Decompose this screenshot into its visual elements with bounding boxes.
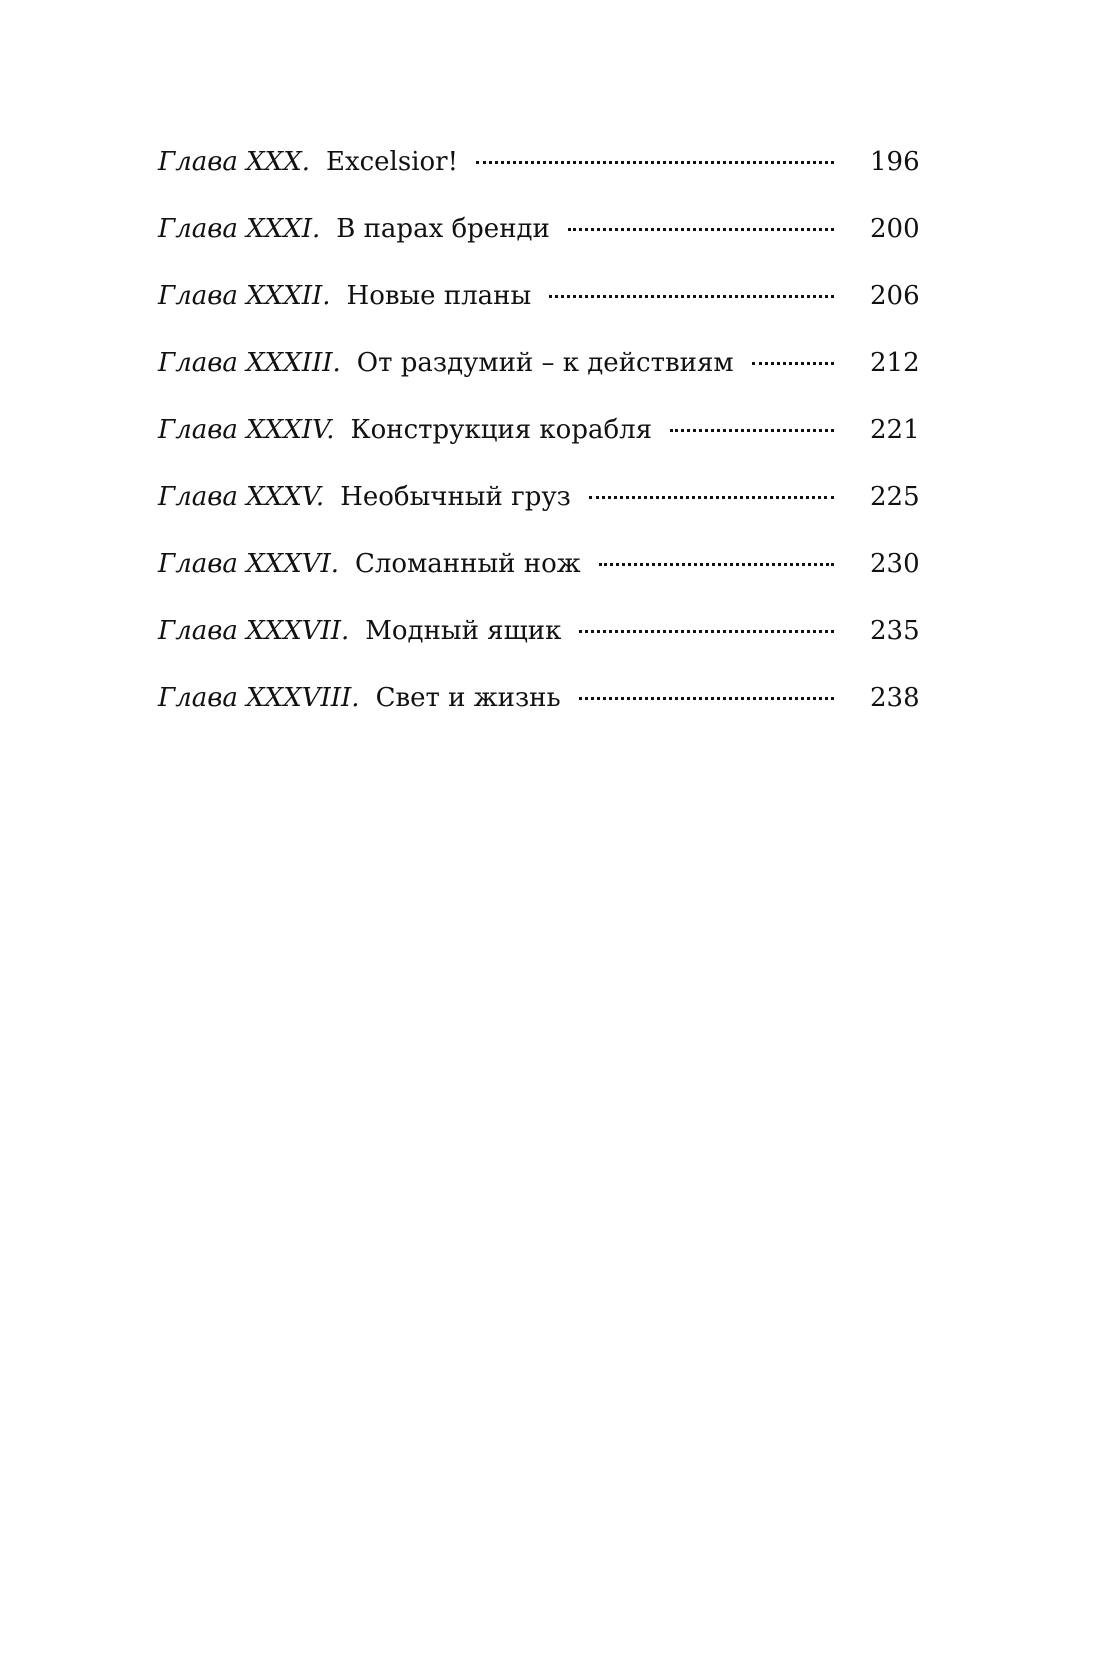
page-number: 196 — [870, 147, 920, 177]
chapter-title: Сломанный нож — [355, 549, 581, 579]
chapter-number: Глава XXX. — [158, 147, 310, 177]
chapter-title: Excelsior! — [325, 147, 459, 177]
toc-entry — [158, 410, 918, 477]
dot-leader — [476, 161, 834, 164]
toc-entry — [158, 544, 918, 611]
page-number: 212 — [870, 348, 920, 378]
chapter-title: Новые планы — [346, 281, 532, 311]
chapter-title: Конструкция корабля — [350, 415, 653, 445]
chapter-number: Глава XXXIV. — [158, 415, 335, 445]
page-number: 225 — [870, 482, 920, 512]
toc-entry — [158, 678, 918, 745]
dot-leader — [579, 697, 834, 700]
page-number: 238 — [870, 683, 920, 713]
chapter-number: Глава XXXV. — [158, 482, 325, 512]
chapter-number: Глава XXXII. — [158, 281, 331, 311]
toc-entry — [158, 276, 918, 343]
page-number: 235 — [870, 616, 920, 646]
page-number: 200 — [870, 214, 920, 244]
toc-entry — [158, 477, 918, 544]
chapter-number: Глава XXXIII. — [158, 348, 341, 378]
chapter-number: Глава XXXVI. — [158, 549, 340, 579]
chapter-number: Глава XXXVIII. — [158, 683, 360, 713]
dot-leader — [589, 496, 834, 499]
chapter-title: Свет и жизнь — [375, 683, 561, 713]
chapter-number: Глава XXXVII. — [158, 616, 350, 646]
toc-entry — [158, 611, 918, 678]
table-of-contents — [158, 142, 918, 745]
dot-leader — [599, 563, 834, 566]
chapter-title: Необычный груз — [340, 482, 571, 512]
toc-entry — [158, 142, 918, 209]
dot-leader — [670, 429, 834, 432]
page-number: 206 — [870, 281, 920, 311]
page-number: 230 — [870, 549, 920, 579]
toc-entry — [158, 343, 918, 410]
chapter-number: Глава XXXI. — [158, 214, 321, 244]
chapter-title: В парах бренди — [336, 214, 550, 244]
dot-leader — [568, 228, 834, 231]
chapter-title: Модный ящик — [365, 616, 562, 646]
chapter-title: От раздумий – к действиям — [356, 348, 734, 378]
toc-entry — [158, 209, 918, 276]
dot-leader — [752, 362, 834, 365]
dot-leader — [549, 295, 834, 298]
dot-leader — [579, 630, 834, 633]
page-number: 221 — [870, 415, 920, 445]
